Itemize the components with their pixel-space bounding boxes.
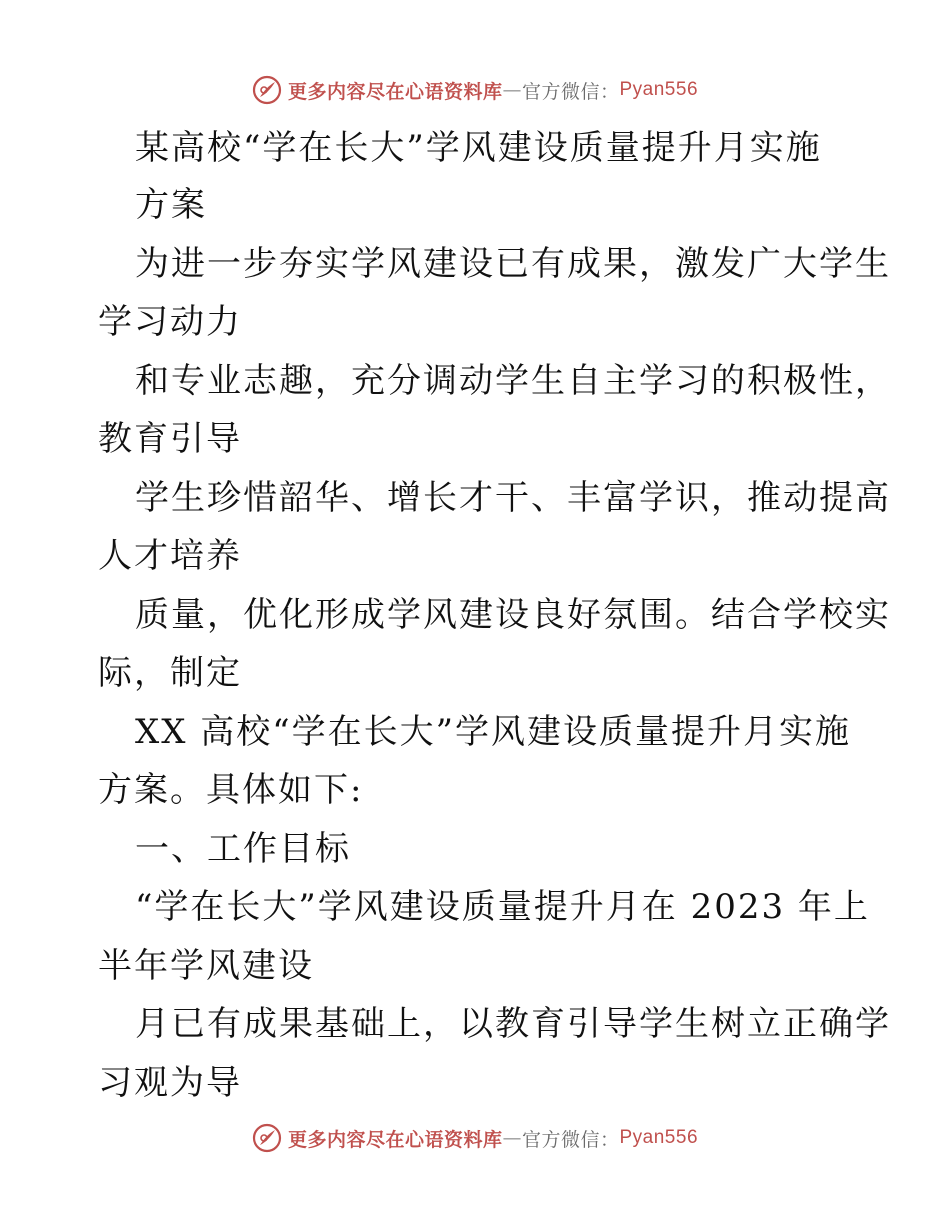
footer-watermark-banner <box>0 1118 950 1158</box>
section-heading: 一、工作目标 <box>135 829 351 869</box>
paragraph-line: “学在长大”学风建设质量提升月在 2023 年上 <box>135 887 870 927</box>
watermark-wechat-id: Pyan556 <box>619 1127 699 1148</box>
document-title-line-1: 某高校“学在长大”学风建设质量提升月实施 <box>135 128 822 168</box>
paragraph-line: 人才培养 <box>98 536 242 576</box>
paragraph-line: 教育引导 <box>98 419 242 459</box>
watermark-separator: — <box>502 79 522 101</box>
paragraph-line: 学生珍惜韶华、增长才干、丰富学识，推动提高 <box>135 478 891 518</box>
paragraph-line: 际，制定 <box>98 653 242 693</box>
watermark-separator: — <box>502 1127 522 1149</box>
paragraph-line: 学习动力 <box>98 302 242 342</box>
quill-seal-icon <box>252 1123 282 1153</box>
watermark-text: 更多内容尽在心语资料库 <box>287 80 503 103</box>
paragraph-line: 方案。具体如下: <box>98 770 364 810</box>
document-title-line-2: 方案 <box>135 185 207 225</box>
paragraph-line: XX 高校“学在长大”学风建设质量提升月实施 <box>135 712 851 752</box>
paragraph-line: 为进一步夯实学风建设已有成果，激发广大学生 <box>135 244 891 284</box>
paragraph-line: 月已有成果基础上，以教育引导学生树立正确学 <box>135 1004 891 1044</box>
paragraph-line: 习观为导 <box>98 1063 242 1103</box>
watermark-wechat-id: Pyan556 <box>619 79 699 100</box>
paragraph-line: 半年学风建设 <box>98 946 314 986</box>
watermark-wechat-label: 官方微信： <box>521 1128 620 1151</box>
paragraph-line: 和专业志趣，充分调动学生自主学习的积极性， <box>135 361 891 401</box>
watermark-wechat-label: 官方微信： <box>521 80 620 103</box>
paragraph-line: 质量，优化形成学风建设良好氛围。结合学校实 <box>135 595 891 635</box>
watermark-text: 更多内容尽在心语资料库 <box>287 1128 503 1151</box>
